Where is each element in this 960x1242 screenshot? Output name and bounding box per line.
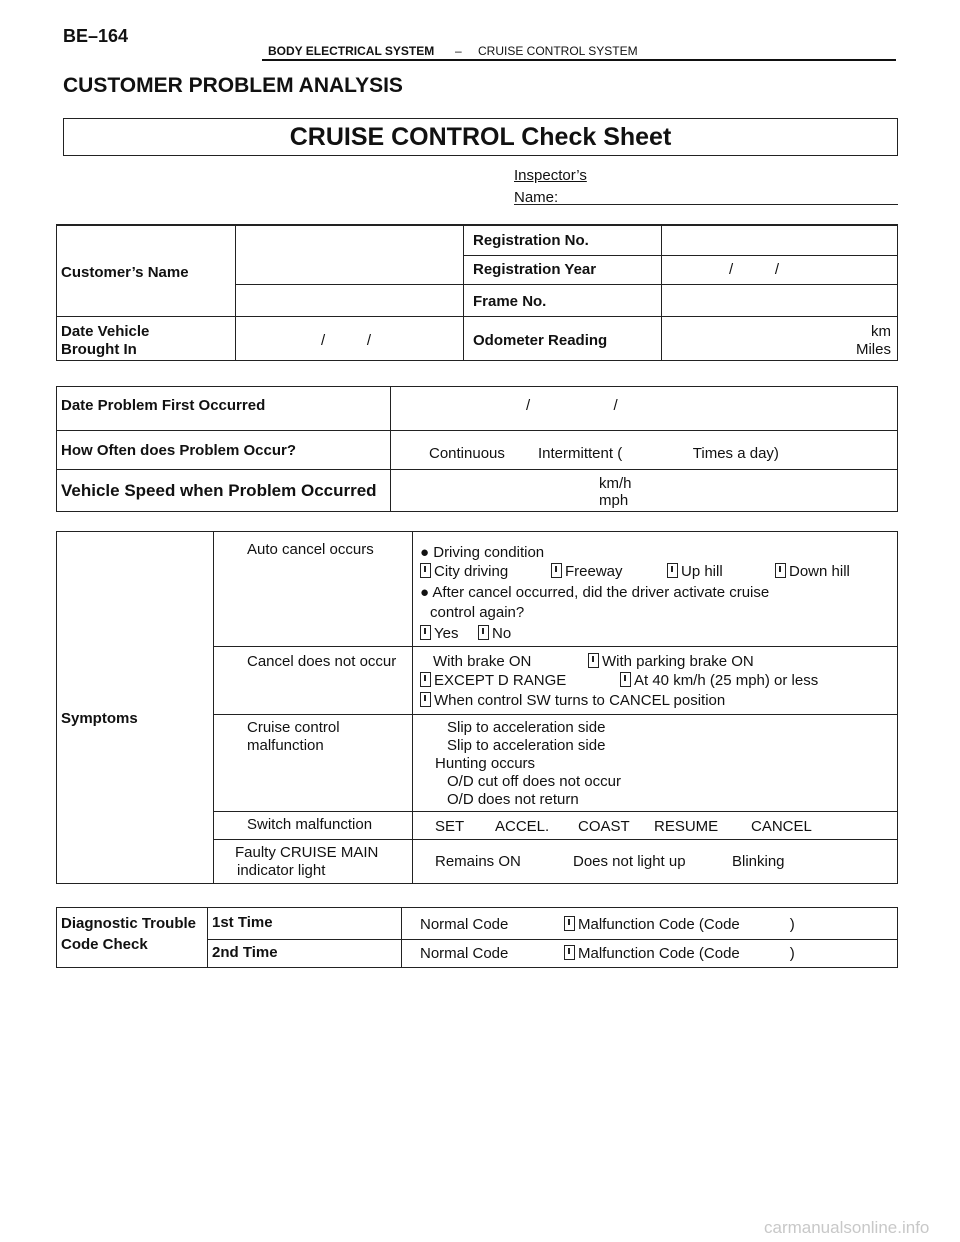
checkbox-icon[interactable] (420, 692, 431, 707)
after-cancel-question: ● After cancel occurred, did the driver activate cruise (420, 584, 770, 601)
dtc-second-malfunction[interactable]: Malfunction Code (Code ) (564, 945, 795, 963)
driving-condition-text: Driving condition (433, 544, 545, 561)
after-cancel-question-2: control again? (430, 604, 525, 621)
dtc-second-label: 2nd Time (212, 944, 278, 961)
header-rule (262, 59, 896, 61)
sw-set-option[interactable]: SET (435, 818, 465, 835)
od-cut-option[interactable]: O/D cut off does not occur (447, 773, 621, 790)
symptoms-label: Symptoms (61, 710, 138, 727)
date-brought-in-label-2: Brought In (61, 340, 137, 358)
dtc-second-normal[interactable]: Normal Code (420, 945, 509, 962)
speed-kmh: km/h (599, 475, 632, 492)
slip-option-2[interactable]: Slip to acceleration side (447, 737, 606, 754)
registration-year-value[interactable]: / / (729, 260, 780, 278)
customer-name-field[interactable] (236, 225, 464, 284)
no-option[interactable]: No (478, 625, 511, 643)
control-sw-option[interactable]: When control SW turns to CANCEL position (420, 692, 725, 710)
date-brought-in-value[interactable]: / / (321, 331, 372, 349)
sw-accel-option[interactable]: ACCEL. (495, 818, 550, 835)
date-first-value[interactable]: / / (526, 397, 618, 414)
remains-on-option[interactable]: Remains ON (435, 853, 521, 870)
frame-no-label: Frame No. (473, 292, 547, 310)
switch-malfunction-label: Switch malfunction (247, 816, 373, 833)
continuous-option[interactable]: Continuous (429, 445, 505, 462)
parking-brake-option[interactable]: With parking brake ON (588, 653, 754, 671)
checkbox-icon[interactable] (667, 563, 678, 578)
sw-coast-option[interactable]: COAST (578, 818, 630, 835)
brake-on-option[interactable]: With brake ON (433, 653, 532, 670)
registration-no-field[interactable] (662, 225, 898, 255)
registration-no-label: Registration No. (473, 232, 589, 249)
intermittent-option[interactable]: Intermittent ( Times a day) (538, 445, 779, 462)
subsection-title: CRUISE CONTROL SYSTEM (478, 44, 638, 58)
blinking-option[interactable]: Blinking (732, 853, 785, 870)
cancel-not-occur-label: Cancel does not occur (247, 653, 397, 670)
dtc-table (56, 907, 898, 968)
odometer-label: Odometer Reading (473, 331, 608, 349)
sw-resume-option[interactable]: RESUME (654, 818, 719, 835)
at-40-option[interactable]: At 40 km/h (25 mph) or less (620, 672, 818, 690)
checkbox-icon[interactable] (588, 653, 599, 668)
checkbox-icon[interactable] (551, 563, 562, 578)
date-brought-in-label: Date Vehicle (61, 322, 150, 340)
sheet-title-box (63, 118, 898, 156)
inspector-name-line (514, 204, 898, 205)
dtc-first-label: 1st Time (212, 914, 273, 931)
sheet-title: CRUISE CONTROL Check Sheet (289, 123, 672, 151)
checkbox-icon[interactable] (564, 945, 575, 960)
page-code: BE–164 (63, 26, 129, 46)
header-separator: – (455, 44, 462, 58)
checkbox-icon[interactable] (478, 625, 489, 640)
date-first-label: Date Problem First Occurred (61, 397, 266, 414)
checkbox-icon[interactable] (420, 672, 431, 687)
problem-table (56, 386, 898, 512)
symptoms-table (56, 531, 898, 884)
yes-option[interactable]: Yes (420, 625, 458, 643)
how-often-label: How Often does Problem Occur? (61, 442, 297, 459)
faulty-main-label: Faulty CRUISE MAIN (235, 844, 379, 861)
downhill-option[interactable]: Down hill (775, 563, 850, 581)
vehicle-info-table (56, 224, 898, 361)
city-driving-option[interactable]: City driving (420, 563, 508, 581)
malfunction-label-2: malfunction (247, 737, 324, 754)
checkbox-icon[interactable] (775, 563, 786, 578)
frame-no-field[interactable] (662, 284, 898, 316)
checkbox-icon[interactable] (620, 672, 631, 687)
section-title: BODY ELECTRICAL SYSTEM (268, 44, 435, 58)
not-light-option[interactable]: Does not light up (573, 853, 686, 870)
odometer-unit-km: km (871, 322, 891, 340)
dtc-label: Diagnostic Trouble (61, 915, 197, 932)
customer-name-field-2[interactable] (236, 284, 464, 316)
freeway-option[interactable]: Freeway (551, 563, 623, 581)
checkbox-icon[interactable] (564, 916, 575, 931)
malfunction-label: Cruise control (247, 719, 340, 736)
uphill-option[interactable]: Up hill (667, 563, 723, 581)
slip-option-1[interactable]: Slip to acceleration side (447, 719, 606, 736)
except-d-option[interactable]: EXCEPT D RANGE (420, 672, 566, 690)
checkbox-icon[interactable] (420, 625, 431, 640)
faulty-main-label-2: indicator light (237, 862, 326, 879)
watermark: carmanualsonline.info (764, 1218, 930, 1237)
inspector-name-label: Name: (514, 189, 559, 206)
driving-condition: ● Driving condition (420, 544, 545, 561)
speed-mph: mph (599, 492, 629, 509)
auto-cancel-label: Auto cancel occurs (247, 541, 374, 558)
dtc-label-2: Code Check (61, 936, 148, 953)
inspector-label: Inspector’s (514, 167, 587, 184)
od-return-option[interactable]: O/D does not return (447, 791, 579, 808)
customer-name-label: Customer’s Name (61, 264, 189, 281)
page-title: CUSTOMER PROBLEM ANALYSIS (63, 74, 403, 97)
checkbox-icon[interactable] (420, 563, 431, 578)
hunting-option[interactable]: Hunting occurs (435, 755, 536, 772)
odometer-field[interactable] (662, 316, 898, 360)
dtc-first-malfunction[interactable]: Malfunction Code (Code ) (564, 916, 795, 934)
vehicle-speed-label: Vehicle Speed when Problem Occurred (61, 481, 377, 500)
odometer-unit-miles: Miles (855, 340, 891, 358)
dtc-first-normal[interactable]: Normal Code (420, 916, 509, 933)
registration-year-label: Registration Year (473, 260, 597, 278)
sw-cancel-option[interactable]: CANCEL (751, 818, 812, 835)
